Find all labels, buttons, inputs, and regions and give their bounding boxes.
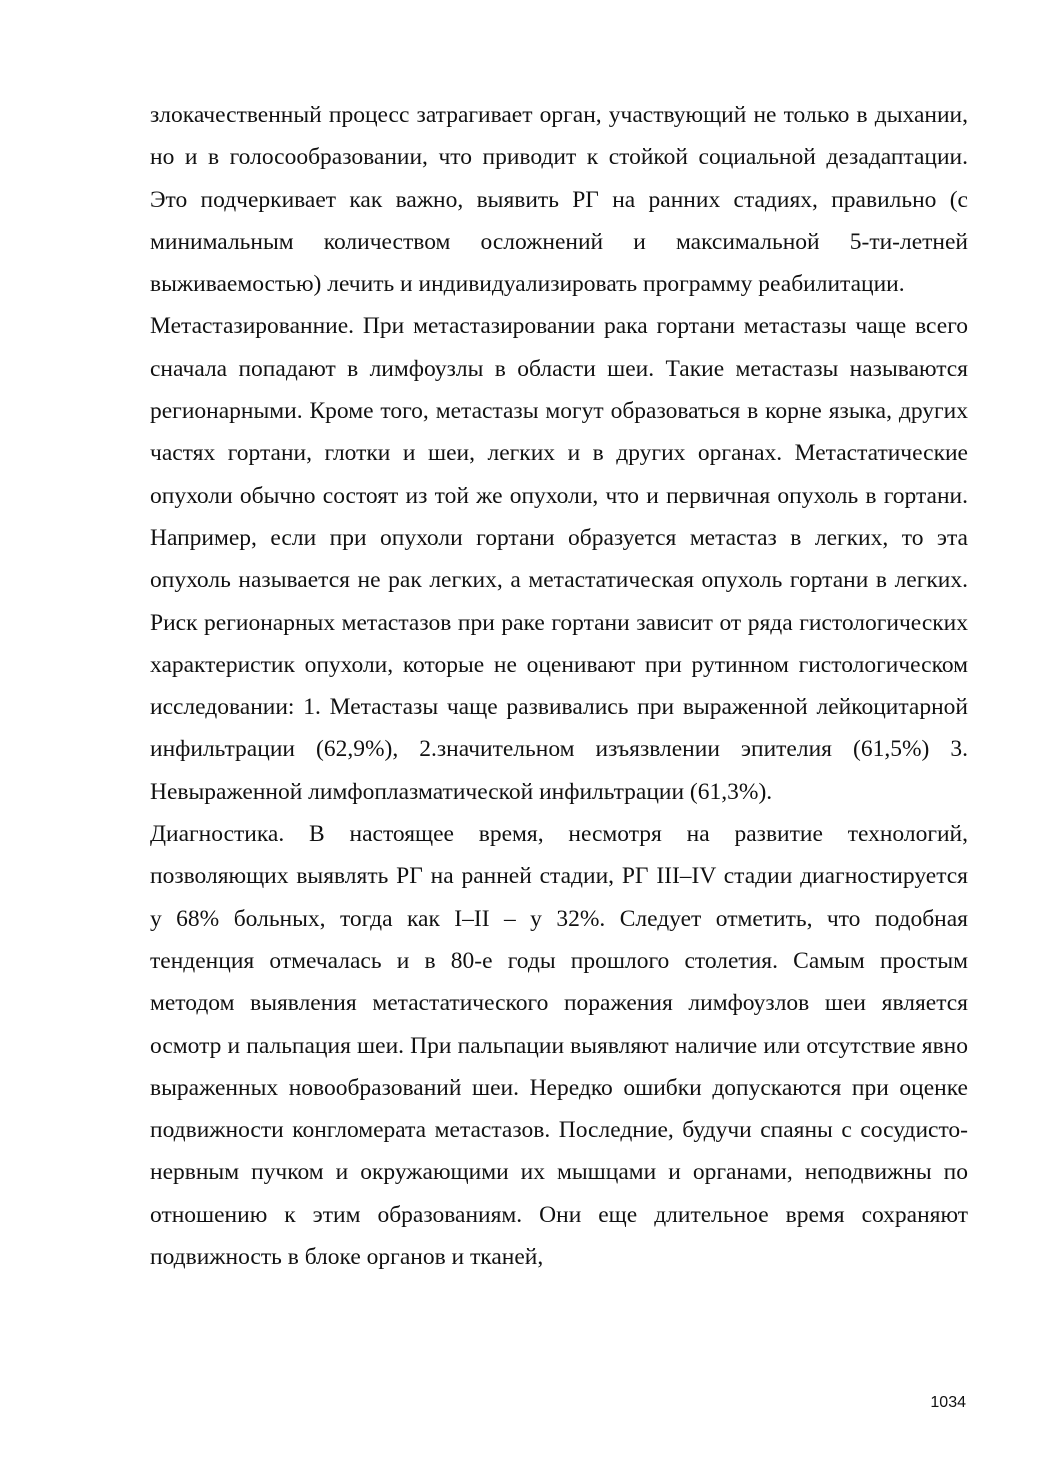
paragraph-diagnostics: Диагностика. В настоящее время, несмотря на развитие технологий, позволяющих выявлять РГ на ранней стадии, РГ III–IV стадии диагностируется у 68% больных, тогда как I–II – у 32%. Следует отметить, что подобная тенденция отмечалась и в 80-е годы прошлого столетия. Самым простым методом выявления метастатического поражения лимфоузлов шеи является осмотр и пальпация шеи. При пальпации выявляют наличие или отсутствие явно выраженных новообразований шеи. Нередко ошибки допускаются при оценке подвижности конгломерата метастазов. Последние, будучи спаяны с сосудисто-нервным пучком и окружающими их мышцами и органами, неподвижны по отношению к этим образованиям. Они еще длительное время сохраняют подвижность в блоке органов и тканей, (150, 821, 968, 1271)
body-text (150, 94, 968, 1278)
paragraph-metastasis: Метастазированние. При метастазировании рака гортани метастазы чаще всего сначала попадают в лимфоузлы в области шеи. Такие метастазы называются регионарными. Кроме того, метастазы могут образоваться в корне языка, других частях гортани, глотки и шеи, легких и в других органах. Метастатические опухоли обычно состоят из той же опухоли, что и первичная опухоль в гортани. Например, если при опухоли гортани образуется метастаз в легких, то эта опухоль называется не рак легких, а метастатическая опухоль гортани в легких. Риск регионарных метастазов при раке гортани зависит от ряда гистологических характеристик опухоли, которые не оценивают при рутинном гистологическом исследовании: 1. Метастазы чаще развивались при выраженной лейкоцитарной инфильтрации (62,9%), 2.значительном изъязвлении эпителия (61,5%) 3. Невыраженной лимфоплазматической инфильтрации (61,3%). (150, 313, 968, 805)
paragraph-intro-continuation: злокачественный процесс затрагивает орган, участвующий не только в дыхании, но и в голосообразовании, что приводит к стойкой социальной дезадаптации. Это подчеркивает как важно, выявить РГ на ранних стадиях, правильно (с минимальным количеством осложнений и максимальной 5-ти-летней выживаемостью) лечить и индивидуализировать программу реабилитации. (150, 102, 968, 298)
page-number: 1034 (930, 1394, 966, 1411)
